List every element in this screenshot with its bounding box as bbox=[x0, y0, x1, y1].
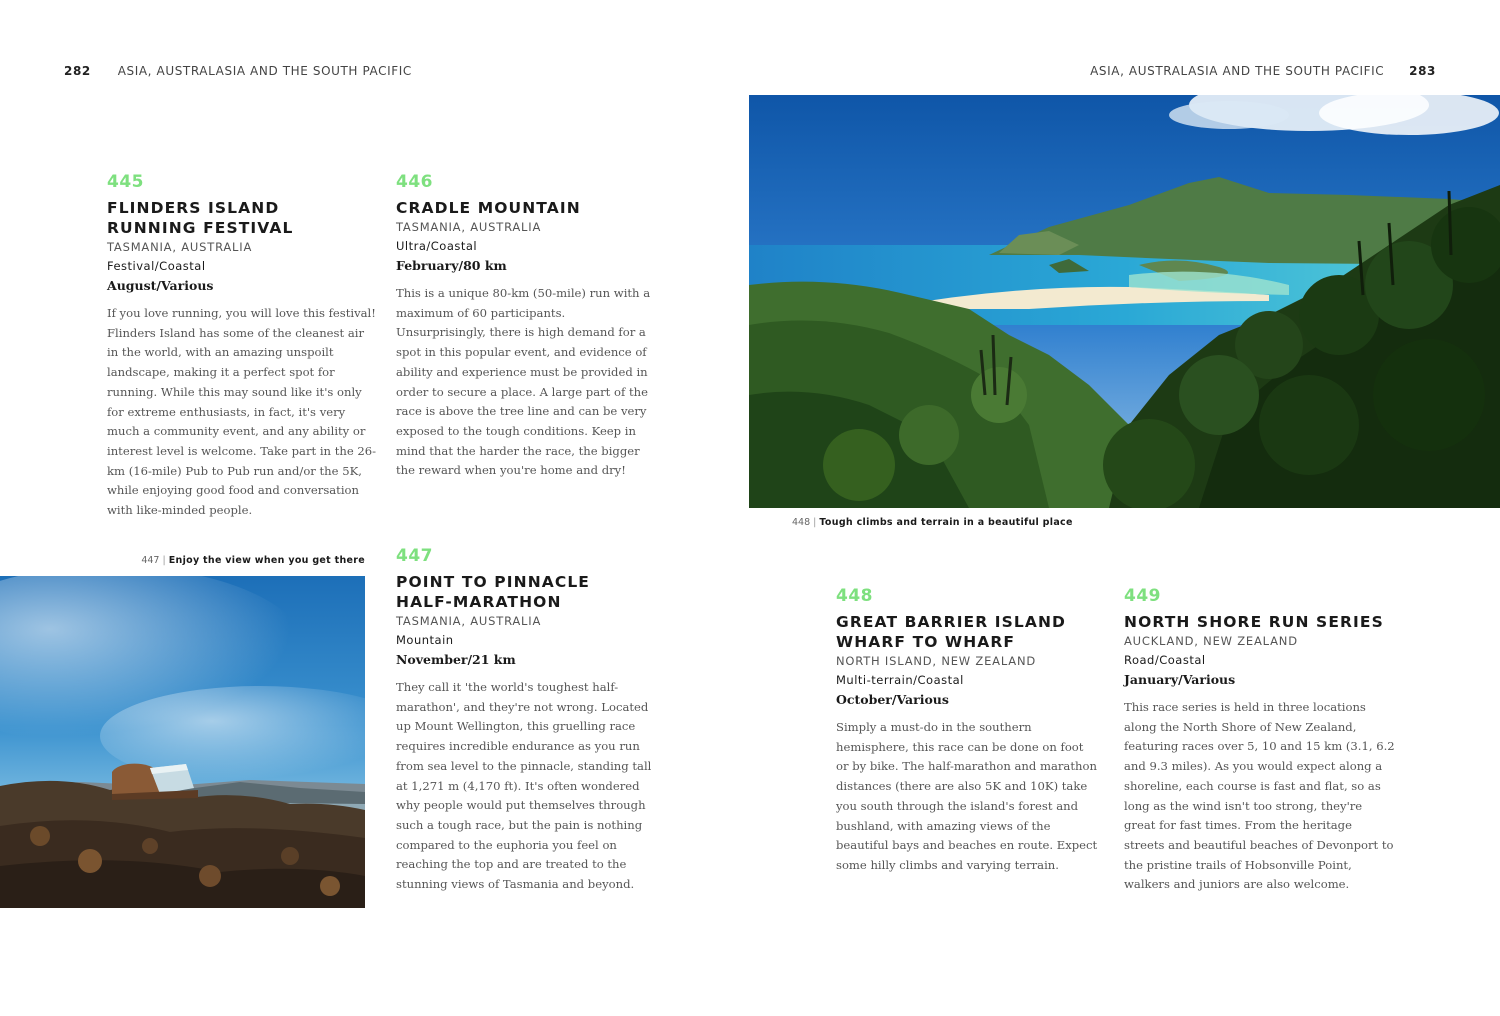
caption-separator: | bbox=[813, 517, 817, 528]
entry-location: AUCKLAND, NEW ZEALAND bbox=[1124, 634, 1298, 648]
entry-type: Festival/Coastal bbox=[107, 259, 206, 273]
entry-location: TASMANIA, AUSTRALIA bbox=[107, 240, 253, 254]
photo-caption-448 bbox=[792, 517, 1073, 528]
right-page-number: 283 bbox=[1409, 64, 1436, 78]
photo-mount-wellington bbox=[0, 576, 365, 908]
entry-title-line: CRADLE MOUNTAIN bbox=[396, 199, 581, 217]
left-section-title: ASIA, AUSTRALASIA AND THE SOUTH PACIFIC bbox=[117, 64, 412, 78]
entry-type: Multi-terrain/Coastal bbox=[836, 673, 964, 687]
entry-date-distance: January/Various bbox=[1124, 672, 1236, 687]
right-section-title: ASIA, AUSTRALASIA AND THE SOUTH PACIFIC bbox=[1090, 64, 1385, 78]
entry-title-line: WHARF TO WHARF bbox=[836, 633, 1016, 651]
photo-great-barrier-island bbox=[749, 95, 1500, 508]
entry-number: 447 bbox=[396, 546, 433, 566]
entry-body: This race series is held in three locations along the North Shore of New Zealand, featuring races over 5, 10 and 15 km (3.1, 6.2 and 9.3 miles). As you would expect along a shoreline, each course is fast and flat, so as long as the wind isn't too strong, they're great for fast times. From the heritage streets and beautiful beaches of Devonport to the pristine trails of Hobsonville Point, walkers and juniors are also welcome. bbox=[1124, 700, 1395, 892]
entry-number: 449 bbox=[1124, 586, 1161, 606]
photo-caption-447 bbox=[141, 555, 365, 566]
entry-date-distance: August/Various bbox=[107, 278, 214, 293]
entry-location: TASMANIA, AUSTRALIA bbox=[396, 614, 542, 628]
entry-number: 445 bbox=[107, 172, 144, 192]
entry-date-distance: February/80 km bbox=[396, 258, 507, 273]
photo-mount-wellington-image bbox=[0, 576, 365, 908]
entry-type: Ultra/Coastal bbox=[396, 239, 478, 253]
caption-number: 447 bbox=[141, 555, 160, 566]
entry-location: NORTH ISLAND, NEW ZEALAND bbox=[836, 654, 1037, 668]
entry-449 bbox=[1124, 586, 1396, 895]
entry-date-distance: October/Various bbox=[836, 692, 949, 707]
entry-title-line: RUNNING FESTIVAL bbox=[107, 219, 294, 237]
entry-number: 448 bbox=[836, 586, 873, 606]
entry-448 bbox=[836, 586, 1098, 876]
caption-text: Tough climbs and terrain in a beautiful place bbox=[819, 517, 1073, 528]
entry-title-line: GREAT BARRIER ISLAND bbox=[836, 613, 1067, 631]
right-running-header bbox=[1090, 64, 1436, 78]
entry-title-line: NORTH SHORE RUN SERIES bbox=[1124, 613, 1384, 631]
entry-location: TASMANIA, AUSTRALIA bbox=[396, 220, 542, 234]
entry-type: Road/Coastal bbox=[1124, 653, 1206, 667]
entry-title-line: HALF-MARATHON bbox=[396, 593, 562, 611]
left-running-header bbox=[64, 64, 412, 78]
caption-text: Enjoy the view when you get there bbox=[168, 555, 365, 566]
entry-date-distance: November/21 km bbox=[396, 652, 516, 667]
entry-title-line: POINT TO PINNACLE bbox=[396, 573, 590, 591]
entry-447 bbox=[396, 546, 652, 895]
entry-body: Simply a must-do in the southern hemisphere, this race can be done on foot or by bike. The half-marathon and marathon distances (there are also 5K and 10K) take you south through the island's forest and bushland, with amazing views of the beautiful bays and beaches en route. Expect some hilly climbs and varying terrain. bbox=[836, 720, 1098, 872]
entry-body: They call it 'the world's toughest half-marathon', and they're not wrong. Located up Mount Wellington, this gruelling race requires incredible endurance as you run from sea level to the pinnacle, standing tall at 1,271 m (4,170 ft). It's often wondered why people would put themselves through such a tough race, but the pain is nothing compared to the euphoria you feel on reaching the top and are treated to the stunning views of Tasmania and beyond. bbox=[396, 680, 652, 892]
entry-body: If you love running, you will love this festival! Flinders Island has some of the cleanest air in the world, with an amazing unspoilt landscape, making it a perfect spot for running. While this may sound like it's only for extreme enthusiasts, in fact, it's very much a community event, and any ability or interest level is welcome. Take part in the 26-km (16-mile) Pub to Pub run and/or the 5K, while enjoying good food and conversation with like-minded people. bbox=[107, 306, 377, 518]
photo-great-barrier-island-image bbox=[749, 95, 1500, 508]
caption-number: 448 bbox=[792, 517, 811, 528]
entry-body: This is a unique 80-km (50-mile) run with a maximum of 60 participants. Unsurprisingly, there is high demand for a spot in this popular event, and evidence of ability and experience must be provided in order to secure a place. A large part of the race is above the tree line and can be very exposed to the tough conditions. Keep in mind that the harder the race, the bigger the reward when you're home and dry! bbox=[396, 286, 651, 478]
entry-number: 446 bbox=[396, 172, 433, 192]
entry-type: Mountain bbox=[396, 633, 454, 647]
entry-title-line: FLINDERS ISLAND bbox=[107, 199, 280, 217]
caption-separator: | bbox=[162, 555, 166, 566]
left-page-number: 282 bbox=[64, 64, 91, 78]
entry-445 bbox=[107, 172, 377, 521]
entry-446 bbox=[396, 172, 652, 481]
